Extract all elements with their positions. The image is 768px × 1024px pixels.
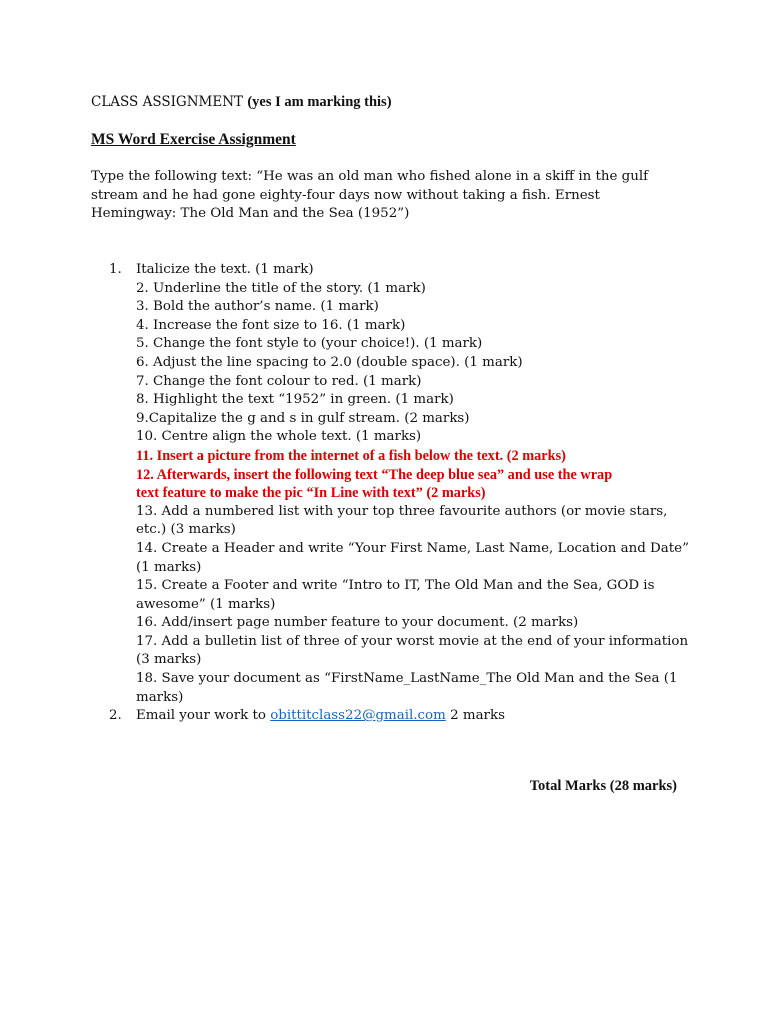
step-15: 15. Create a Footer and write “Intro to IT, The Old Man and the Sea, GOD is awesome” (1 marks) <box>136 578 655 612</box>
step-5: 5. Change the font style to (your choice!). (1 mark) <box>136 336 483 352</box>
step-12-red-continued: text feature to make the pic “In Line with text” (2 marks) <box>136 485 486 502</box>
step-9: 9.Capitalize the g and s in gulf stream. (2 marks) <box>136 410 470 426</box>
heading-bold-note: (yes I am marking this) <box>247 94 392 110</box>
step-1: Italicize the text. (1 mark) <box>136 262 314 277</box>
email-marks: 2 marks <box>450 708 505 724</box>
step-10: 10. Centre align the whole text. (1 marks) <box>136 429 422 445</box>
step-7: 7. Change the font colour to red. (1 mark) <box>136 373 422 389</box>
task-number: 2. <box>109 708 122 724</box>
step-2: 2. Underline the title of the story. (1 mark) <box>136 280 426 296</box>
task-number: 1. <box>109 262 122 277</box>
total-marks: Total Marks (28 marks) <box>529 778 677 794</box>
email-link[interactable]: obittitclass22@gmail.com <box>270 708 446 724</box>
exercise-title: MS Word Exercise Assignment <box>91 131 296 148</box>
step-8: 8. Highlight the text “1952” in green. (1 mark) <box>136 392 454 408</box>
email-prefix: Email your work to <box>136 708 266 724</box>
intro-paragraph: Type the following text: “He was an old man who fished alone in a skiff in the gulf stream and he had gone eighty-four days now without taking a fish. Ernest Hemingway: The Old Man and the Sea (1952”) <box>91 169 649 222</box>
step-17: 17. Add a bulletin list of three of your worst movie at the end of your information (3 marks) <box>136 633 689 668</box>
step-18: 18. Save your document as “FirstName_LastName_The Old Man and the Sea (1 marks) <box>136 671 678 705</box>
assignment-heading <box>91 93 392 111</box>
task-item-1 <box>109 261 689 707</box>
step-13: 13. Add a numbered list with your top three favourite authors (or movie stars, etc.) (3 marks) <box>136 503 668 538</box>
heading-prefix: CLASS ASSIGNMENT <box>91 94 244 110</box>
task-list <box>109 261 689 726</box>
step-4: 4. Increase the font size to 16. (1 mark) <box>136 317 406 333</box>
step-12-red: 12. Afterwards, insert the following text “The deep blue sea” and use the wrap <box>136 466 613 483</box>
step-6: 6. Adjust the line spacing to 2.0 (double space). (1 mark) <box>136 354 523 370</box>
step-11-red: 11. Insert a picture from the internet of a fish below the text. (2 marks) <box>136 447 566 464</box>
task-item-2 <box>109 707 689 726</box>
step-14: 14. Create a Header and write “Your First Name, Last Name, Location and Date” (1 marks) <box>136 540 689 575</box>
step-3: 3. Bold the author’s name. (1 mark) <box>136 299 379 315</box>
step-16: 16. Add/insert page number feature to your document. (2 marks) <box>136 615 579 631</box>
email-instruction <box>136 707 689 726</box>
